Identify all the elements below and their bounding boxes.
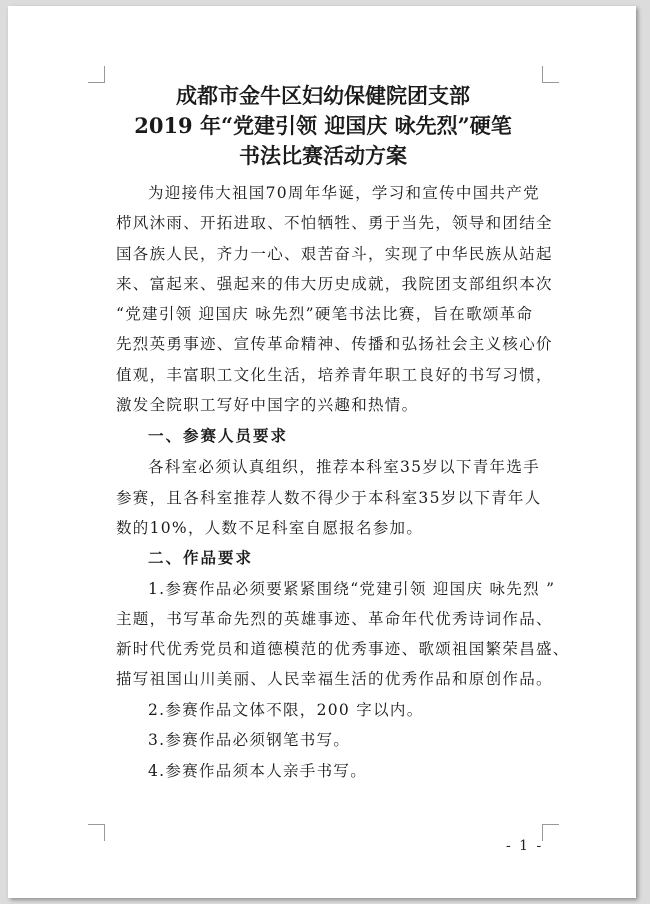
intro-line: 激发全院职工写好中国字的兴趣和热情。 <box>116 396 419 414</box>
section1-line: 参赛，且各科室推荐人数不得少于本科室35岁以下青年人 <box>116 489 542 507</box>
section1-line: 数的10%，人数不足科室自愿报名参加。 <box>116 519 424 537</box>
intro-line: 先烈英勇事迹、宣传革命精神、传播和弘扬社会主义核心价 <box>116 335 553 353</box>
intro-line: 为迎接伟大祖国70周年华诞，学习和宣传中国共产党 <box>148 184 540 202</box>
intro-line: 来、富起来、强起来的伟大历史成就，我院团支部组织本次 <box>116 275 553 293</box>
intro-line: 栉风沐雨、开拓进取、不怕牺牲、勇于当先，领导和团结全 <box>116 214 553 232</box>
section-heading-participants: 一、参赛人员要求 <box>148 426 289 445</box>
title-line-3: 书法比赛活动方案 <box>239 143 407 168</box>
section2-item1-line: 新时代优秀党员和道德模范的优秀事迹、歌颂祖国繁荣昌盛、 <box>116 640 570 658</box>
document-page <box>8 6 636 898</box>
intro-line: 值观，丰富职工文化生活，培养青年职工良好的书写习惯， <box>116 366 553 384</box>
title-line-1: 成都市金牛区妇幼保健院团支部 <box>176 83 470 108</box>
section-heading-works: 二、作品要求 <box>148 548 254 567</box>
title-line-2: 2019 年“党建引领 迎国庆 咏先烈”硬笔 <box>134 113 512 138</box>
section2-item1-line: 1.参赛作品必须要紧紧围绕“党建引领 迎国庆 咏先烈 ” <box>148 580 556 598</box>
page-number: - 1 - <box>506 838 544 854</box>
section2-item3: 3.参赛作品必须钢笔书写。 <box>148 731 351 749</box>
section2-item1-line: 主题，书写革命先烈的英雄事迹、革命年代优秀诗词作品、 <box>116 610 553 628</box>
intro-line: “党建引领 迎国庆 咏先烈”硬笔书法比赛，旨在歌颂革命 <box>116 305 534 323</box>
section2-item2: 2.参赛作品文体不限，200 字以内。 <box>148 701 424 719</box>
section2-item4: 4.参赛作品须本人亲手书写。 <box>148 762 367 780</box>
intro-line: 国各族人民，齐力一心、艰苦奋斗，实现了中华民族从站起 <box>116 245 553 263</box>
section1-line: 各科室必须认真组织，推荐本科室35岁以下青年选手 <box>148 458 540 476</box>
crop-mark-bottom-left <box>88 824 105 841</box>
section2-item1-line: 描写祖国山川美丽、人民幸福生活的优秀作品和原创作品。 <box>116 670 553 688</box>
crop-mark-bottom-right <box>542 824 559 841</box>
